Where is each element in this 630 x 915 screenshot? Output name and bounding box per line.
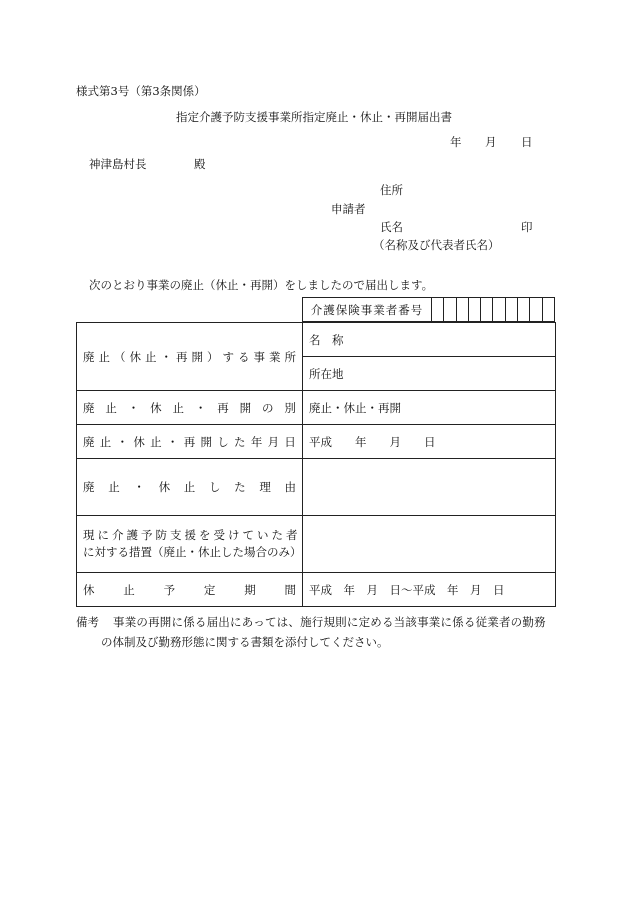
provider-number-box[interactable]: [505, 298, 517, 322]
period-label: 休 止 予 定 期 間: [83, 582, 296, 597]
type-value: 廃止・休止・再開: [309, 400, 401, 415]
type-label-cell: [77, 391, 303, 425]
provider-number-table: [302, 297, 555, 322]
intro-text: 次のとおり事業の廃止（休止・再開）をしましたので届出します。: [89, 278, 434, 292]
date-value: 平成 年 月 日: [309, 434, 436, 449]
facility-location-cell[interactable]: [303, 357, 556, 391]
date-label: 廃 止 ・ 休 止 ・ 再 開 し た 年 月 日: [83, 434, 296, 449]
facility-label: 廃 止 （ 休 止 ・ 再 開 ） す る 事 業 所: [83, 349, 296, 364]
reason-value-cell[interactable]: [303, 459, 556, 516]
provider-number-box[interactable]: [518, 298, 530, 322]
applicant-label: 申請者: [331, 202, 366, 216]
provider-number-box[interactable]: [542, 298, 554, 322]
facility-name-label: 名 称: [309, 332, 344, 347]
period-label-cell: [77, 573, 303, 607]
facility-label-cell: [77, 323, 303, 391]
date-month: 月: [485, 135, 497, 149]
period-value-cell[interactable]: [303, 573, 556, 607]
address-label: 住所: [380, 183, 403, 197]
provider-number-box[interactable]: [432, 298, 444, 322]
date-year: 年: [450, 135, 462, 149]
seal-mark: 印: [521, 220, 533, 234]
provider-number-box[interactable]: [481, 298, 493, 322]
reason-label-cell: [77, 459, 303, 516]
date-label-cell: [77, 425, 303, 459]
addressee-honorific: 殿: [194, 157, 206, 171]
provider-number-box[interactable]: [530, 298, 542, 322]
type-label: 廃 止 ・ 休 止 ・ 再 開 の 別: [83, 400, 296, 415]
name-label: 氏名: [380, 220, 403, 234]
measures-label-cell: [77, 516, 303, 573]
provider-number-box[interactable]: [493, 298, 505, 322]
document-title: 指定介護予防支援事業所指定廃止・休止・再開届出書: [176, 110, 452, 124]
name-note: （名称及び代表者氏名）: [373, 238, 500, 252]
date-value-cell[interactable]: [303, 425, 556, 459]
note-line2: の体制及び勤務形態に関する書類を添付してください。: [101, 635, 389, 649]
form-table: [76, 322, 556, 607]
provider-number-box[interactable]: [468, 298, 480, 322]
note-heading: 備考: [76, 615, 99, 629]
measures-value-cell[interactable]: [303, 516, 556, 573]
type-value-cell[interactable]: [303, 391, 556, 425]
date-day: 日: [521, 135, 533, 149]
provider-number-box[interactable]: [444, 298, 456, 322]
measures-label-line2: に対する措置（廃止・休止した場合のみ）: [83, 545, 302, 559]
measures-label-line1: 現に介護予防支援を受けていた者: [83, 528, 301, 542]
form-number: 様式第3号（第3条関係）: [76, 84, 206, 98]
reason-label: 廃 止 ・ 休 止 し た 理 由: [83, 480, 296, 494]
facility-name-cell[interactable]: [303, 323, 556, 357]
period-value: 平成 年 月 日～平成 年 月 日: [309, 582, 505, 597]
provider-number-box[interactable]: [456, 298, 468, 322]
facility-location-label: 所在地: [309, 366, 344, 381]
addressee-name: 神津島村長: [89, 157, 147, 171]
note-line1: 事業の再開に係る届出にあっては、施行規則に定める当該事業に係る従業者の勤務: [113, 615, 546, 629]
provider-number-label: 介護保険事業者番号: [303, 298, 432, 322]
